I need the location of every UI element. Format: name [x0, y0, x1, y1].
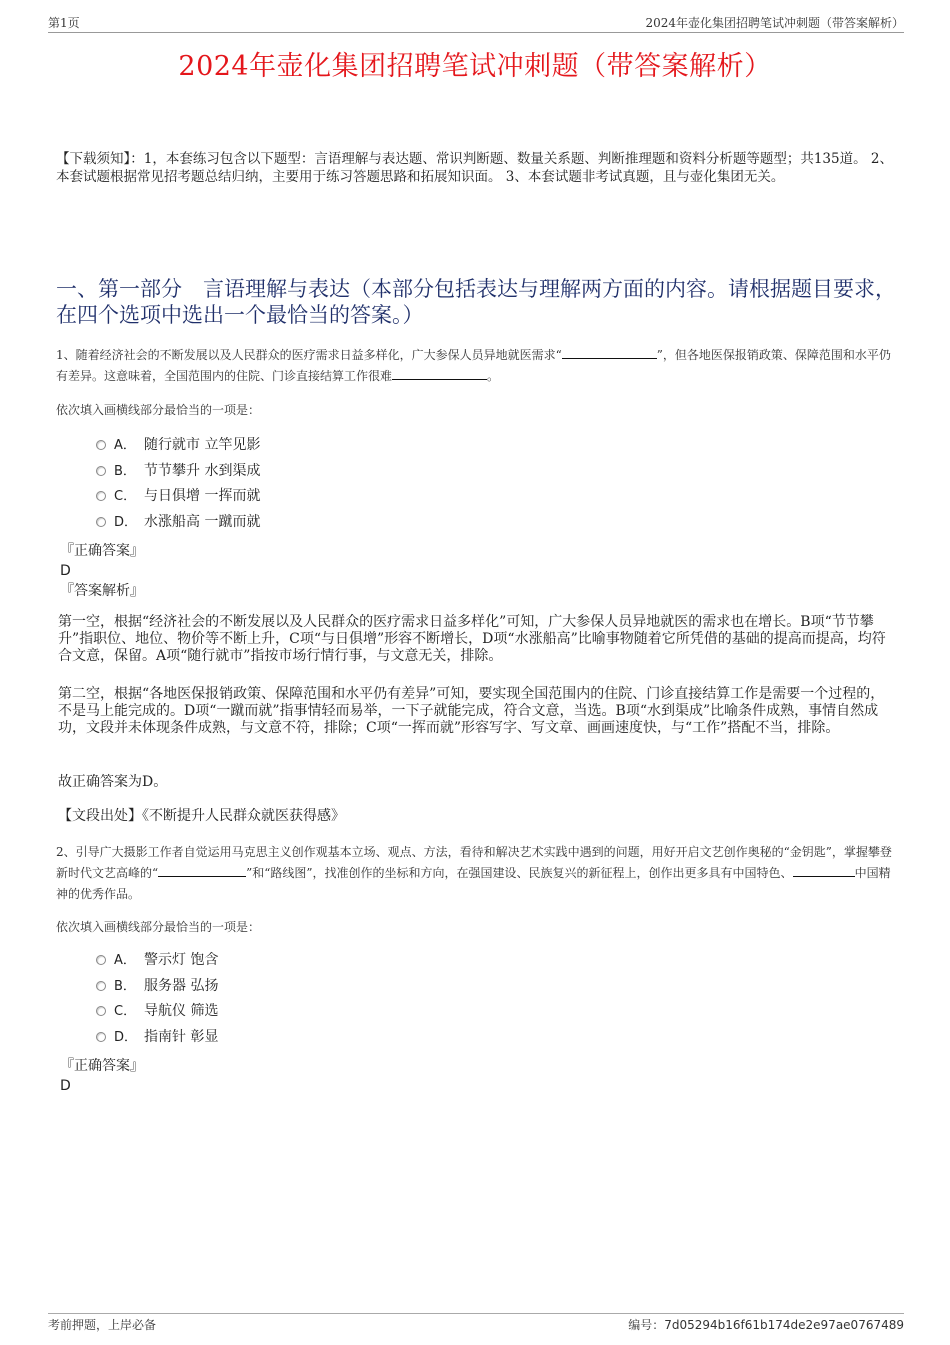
option-c[interactable]: C． 与日俱增 一挥而就 — [96, 484, 260, 510]
document-code: 编号：7d05294b16f61b174de2e97ae0767489 — [628, 1318, 904, 1332]
question-2-stem: 2、引导广大摄影工作者自觉运用马克思主义创作观基本立场、观点、方法，看待和解决艺术实践中遇到的问题，用好开启文艺创作奥秘的“金钥匙”，掌握攀登新时代文艺高峰的“ ”和“路线图”，找准创作的坐标和方向，在强国建设、民族复兴的新征程上，创作出更多具有中国特色、 中国精神的优秀作品。 — [56, 845, 892, 901]
text-source: 【文段出处】《不断提升人民群众就医获得感》 — [58, 808, 345, 824]
question-2-hint: 依次填入画横线部分最恰当的一项是： — [56, 920, 261, 934]
option-a[interactable]: A． 警示灯 饱含 — [96, 948, 218, 974]
radio-icon[interactable] — [96, 981, 106, 991]
option-a[interactable]: A． 随行就市 立竿见影 — [96, 433, 260, 459]
section-heading: 一、第一部分 言语理解与表达（本部分包括表达与理解两方面的内容。请根据题目要求，在四个选项中选出一个最恰当的答案。） — [56, 277, 896, 327]
radio-icon[interactable] — [96, 466, 106, 476]
radio-icon[interactable] — [96, 517, 106, 527]
header-doc-title: 2024年壶化集团招聘笔试冲刺题（带答案解析） — [645, 16, 904, 30]
radio-icon[interactable] — [96, 440, 106, 450]
option-d[interactable]: D． 水涨船高 一蹴而就 — [96, 510, 260, 536]
analysis-heading: 『答案解析』 — [60, 583, 144, 599]
page-footer — [48, 1313, 904, 1334]
radio-icon[interactable] — [96, 491, 106, 501]
blank-1 — [562, 346, 657, 359]
page-header — [48, 14, 904, 33]
option-c[interactable]: C． 导航仪 筛选 — [96, 999, 218, 1025]
document-title: 2024年壶化集团招聘笔试冲刺题（带答案解析） — [178, 51, 772, 82]
analysis-paragraph-2: 第二空，根据“各地医保报销政策、保障范围和水平仍有差异”可知，要实现全国范围内的住院、门诊直接结算工作是需要一个过程的，不是马上能完成的。D项“一蹴而就”指事情轻而易举，一下子就能完成，符合文意，当选。B项“水到渠成”比喻条件成熟，事情自然成功，文段并未体现条件成熟，与文意不符，排除；C项“一挥而就”形容写字、写文章、画画速度快，与“工作”搭配不当，排除。 — [58, 686, 885, 736]
option-d[interactable]: D． 指南针 彰显 — [96, 1025, 218, 1051]
question-1-hint: 依次填入画横线部分最恰当的一项是： — [56, 403, 261, 417]
blank-2 — [392, 367, 487, 380]
question-2-answer — [60, 1056, 144, 1096]
analysis-conclusion: 故正确答案为D。 — [58, 774, 168, 790]
question-1-options — [96, 433, 260, 535]
option-b[interactable]: B． 节节攀升 水到渠成 — [96, 459, 260, 485]
analysis-paragraph-1: 第一空，根据“经济社会的不断发展以及人民群众的医疗需求日益多样化”可知，广大参保人员异地就医的需求也在增长。B项“节节攀升”指职位、地位、物价等不断上升，C项“与日俱增”形容不断增长，D项“水涨船高”比喻事物随着它所凭借的基础的提高而提高，均符合文意，保留。A项“随行就市”指按市场行情行事，与文意无关，排除。 — [58, 614, 886, 664]
question-1-stem: 1、随着经济社会的不断发展以及人民群众的医疗需求日益多样化，广大参保人员异地就医需求“ ”，但各地医保报销政策、保障范围和水平仍有差异。这意味着，全国范围内的住院、门诊直接结算工作很难 。 — [56, 348, 891, 383]
question-1-answer — [60, 541, 144, 601]
footer-slogan: 考前押题，上岸必备 — [48, 1318, 157, 1332]
radio-icon[interactable] — [96, 955, 106, 965]
download-notice: 【下载须知】：1，本套练习包含以下题型：言语理解与表达题、常识判断题、数量关系题、判断推理题和资料分析题等题型；共135道。 2、本套试题根据常见招考题总结归纳，主要用于练习答题思路和拓展知识面。 3、本套试题非考试真题，且与壶化集团无关。 — [56, 151, 893, 185]
answer-heading: 『正确答案』 — [60, 1058, 144, 1074]
blank-2 — [793, 864, 855, 877]
option-b[interactable]: B． 服务器 弘扬 — [96, 974, 218, 1000]
answer-value: D — [60, 563, 71, 579]
question-2-options — [96, 948, 218, 1050]
answer-heading: 『正确答案』 — [60, 543, 144, 559]
page-number: 第1页 — [48, 16, 80, 30]
radio-icon[interactable] — [96, 1032, 106, 1042]
radio-icon[interactable] — [96, 1006, 106, 1016]
blank-1 — [158, 864, 246, 877]
answer-value: D — [60, 1078, 71, 1094]
